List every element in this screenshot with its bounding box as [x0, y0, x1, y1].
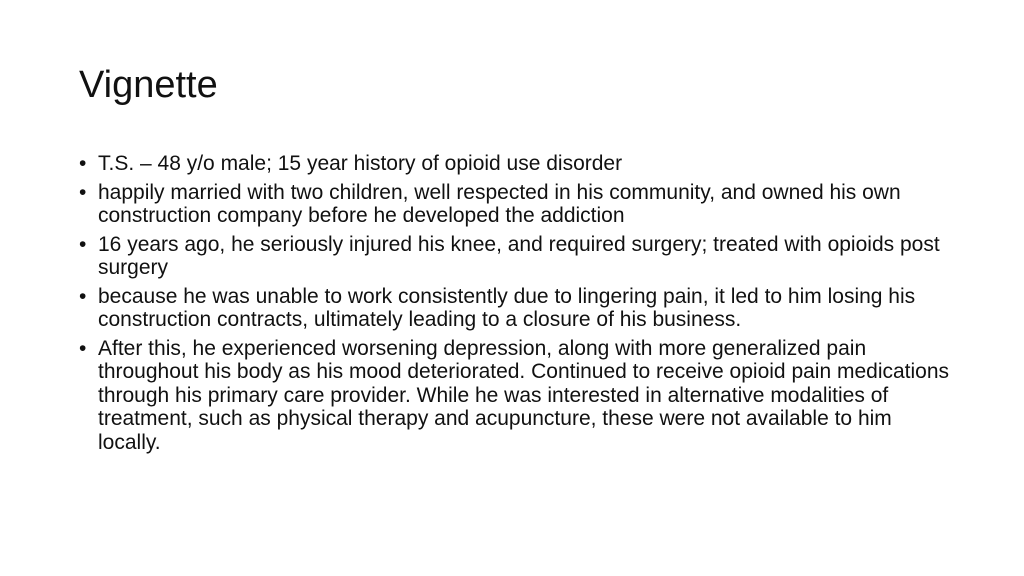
bullet-text: happily married with two children, well respected in his community, and owned his own construction company before he developed the addiction [98, 180, 901, 227]
bullet-dot-icon: • [79, 284, 87, 308]
bullet-dot-icon: • [79, 336, 87, 360]
bullet-item [79, 337, 954, 455]
bullet-item [79, 152, 954, 176]
bullet-dot-icon: • [79, 180, 87, 204]
bullet-text: After this, he experienced worsening depression, along with more generalized pain throughout his body as his mood deteriorated. Continued to receive opioid pain medications through his primary care provider. While he was interested in alternative modalities of treatment, such as physical therapy and acupuncture, these were not available to him locally. [98, 336, 950, 454]
bullet-text: T.S. – 48 y/o male; 15 year history of opioid use disorder [98, 152, 623, 175]
bullet-dot-icon: • [79, 152, 87, 175]
slide-title: Vignette [79, 64, 218, 106]
bullet-item [79, 233, 954, 280]
bullet-dot-icon: • [79, 232, 87, 256]
bullet-text: 16 years ago, he seriously injured his knee, and required surgery; treated with opioids post surgery [98, 232, 940, 279]
bullet-list [79, 152, 954, 459]
bullet-item [79, 181, 954, 228]
bullet-item [79, 285, 954, 332]
bullet-text: because he was unable to work consistently due to lingering pain, it led to him losing his construction contracts, ultimately leading to a closure of his business. [98, 284, 916, 331]
